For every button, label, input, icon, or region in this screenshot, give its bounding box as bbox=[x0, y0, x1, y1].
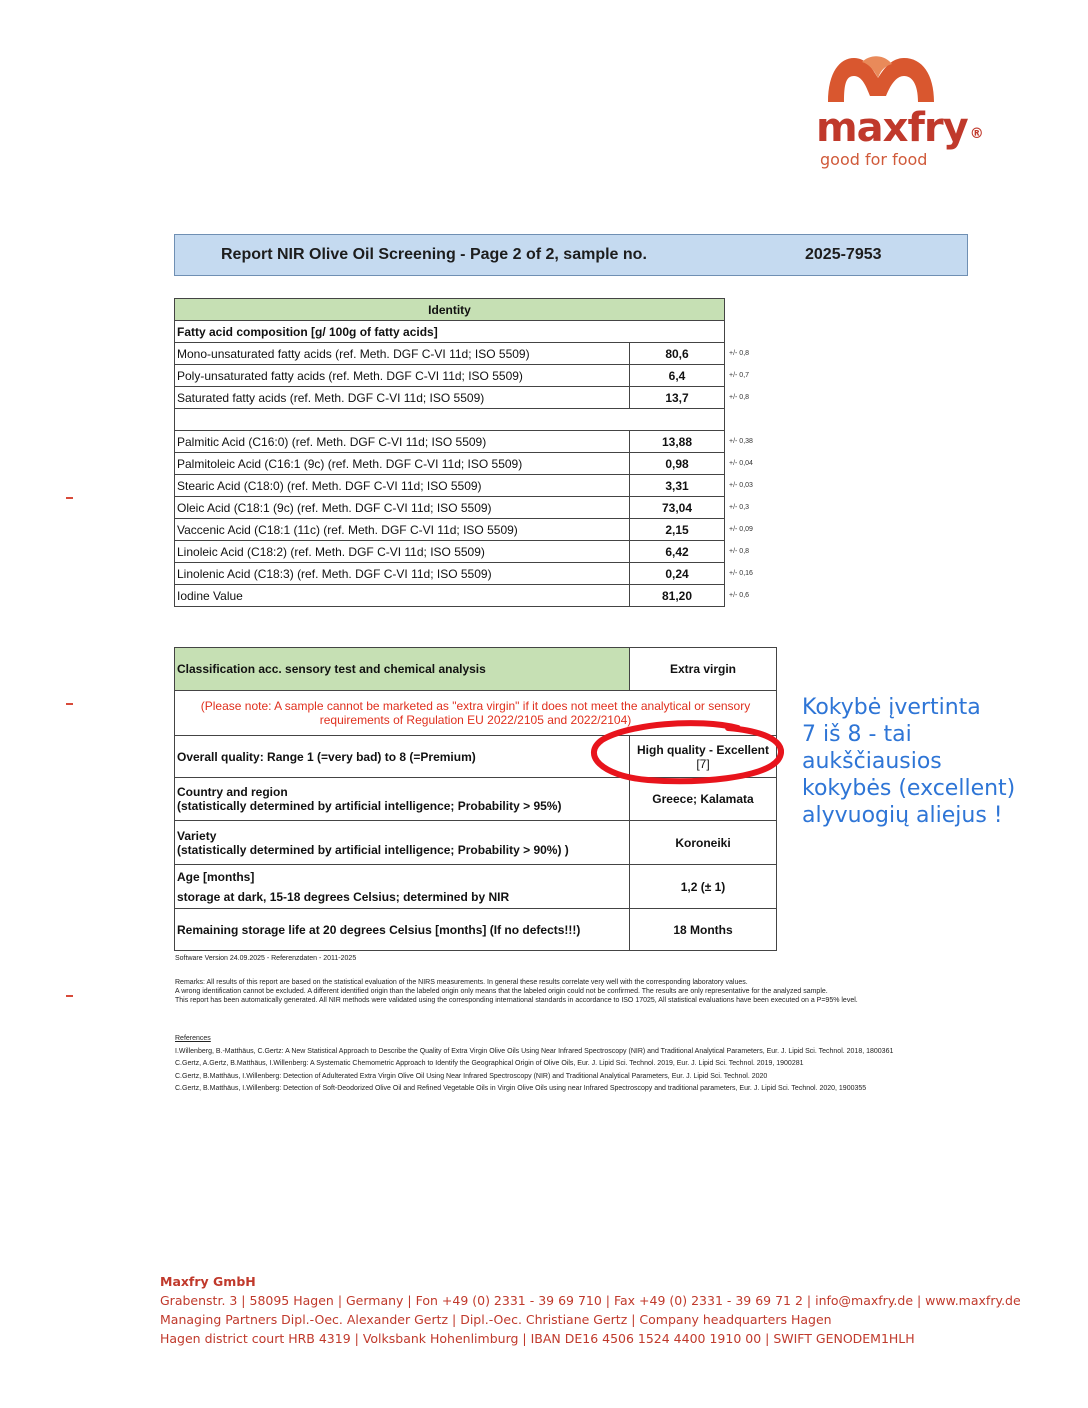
fatty-acid-label: Stearic Acid (C18:0) (ref. Meth. DGF C-VI 11d; ISO 5509) bbox=[175, 475, 630, 497]
fatty-acid-row bbox=[175, 563, 772, 585]
brand-tagline: good for food bbox=[820, 150, 928, 169]
country-label: Country and region (statistically determined by artificial intelligence; Probability > 95%) bbox=[175, 778, 630, 821]
fatty-acid-value: 6,42 bbox=[630, 541, 725, 563]
fatty-acid-row bbox=[175, 497, 772, 519]
footer-address: Grabenstr. 3 | 58095 Hagen | Germany | Fon +49 (0) 2331 - 39 69 710 | Fax +49 (0) 2331 - 39 69 71 2 | info@maxfry.de | www.maxfry.de bbox=[160, 1293, 1021, 1308]
footer bbox=[160, 1272, 1021, 1348]
margin-mark bbox=[66, 703, 73, 705]
age-row bbox=[175, 865, 777, 909]
fatty-acid-tolerance: +/- 0,6 bbox=[729, 592, 750, 599]
age-label: Age [months] storage at dark, 15-18 degrees Celsius; determined by NIR bbox=[175, 865, 630, 909]
fatty-acid-subheader-row bbox=[175, 321, 772, 343]
identity-header-row bbox=[175, 299, 772, 321]
quality-text: High quality - Excellent bbox=[636, 742, 770, 757]
fatty-acid-tolerance: +/- 0,03 bbox=[729, 482, 753, 489]
fatty-acid-value: 2,15 bbox=[630, 519, 725, 541]
fatty-acid-tolerance: +/- 0,8 bbox=[729, 548, 750, 555]
fatty-acid-tolerance: +/- 0,3 bbox=[729, 504, 750, 511]
fatty-acid-subheader: Fatty acid composition [g/ 100g of fatty acids] bbox=[175, 321, 725, 343]
fatty-acid-row bbox=[175, 365, 772, 387]
storage-value: 18 Months bbox=[630, 909, 777, 951]
fatty-acid-row bbox=[175, 585, 772, 607]
fatty-acid-label: Palmitic Acid (C16:0) (ref. Meth. DGF C-VI 11d; ISO 5509) bbox=[175, 431, 630, 453]
quality-score: [7] bbox=[696, 756, 710, 771]
highlight-circle bbox=[588, 720, 784, 786]
fatty-acid-value: 6,4 bbox=[630, 365, 725, 387]
fatty-acid-value: 81,20 bbox=[630, 585, 725, 607]
fatty-acid-label: Saturated fatty acids (ref. Meth. DGF C-VI 11d; ISO 5509) bbox=[175, 387, 630, 409]
fatty-acid-label: Mono-unsaturated fatty acids (ref. Meth. DGF C-VI 11d; ISO 5509) bbox=[175, 343, 630, 365]
fatty-acid-value: 13,88 bbox=[630, 431, 725, 453]
software-version: Software Version 24.09.2025 - Referenzdaten - 2011-2025 bbox=[175, 955, 357, 962]
classification-label: Classification acc. sensory test and chemical analysis bbox=[175, 648, 630, 691]
report-title-bar bbox=[174, 234, 968, 276]
fatty-acid-row bbox=[175, 475, 772, 497]
classification-value: Extra virgin bbox=[630, 648, 777, 691]
brand-name: maxfry ® bbox=[816, 105, 983, 151]
quality-label: Overall quality: Range 1 (=very bad) to 8 (=Premium) bbox=[175, 736, 630, 778]
storage-row bbox=[175, 909, 777, 951]
fatty-acid-value: 3,31 bbox=[630, 475, 725, 497]
margin-mark bbox=[66, 497, 73, 499]
classification-table bbox=[174, 647, 777, 951]
footer-partners: Managing Partners Dipl.-Oec. Alexander Gertz | Dipl.-Oec. Christiane Gertz | Company headquarters Hagen bbox=[160, 1312, 832, 1327]
fatty-acid-row bbox=[175, 541, 772, 563]
fatty-acid-label: Iodine Value bbox=[175, 585, 630, 607]
variety-label: Variety (statistically determined by artificial intelligence; Probability > 90%) ) bbox=[175, 821, 630, 865]
handwritten-annotation: Kokybė įvertinta 7 iš 8 - tai aukščiausios kokybės (excellent) alyvuogių aliejus ! bbox=[802, 695, 1016, 828]
references bbox=[175, 1034, 975, 1097]
fatty-acid-label: Linoleic Acid (C18:2) (ref. Meth. DGF C-VI 11d; ISO 5509) bbox=[175, 541, 630, 563]
fatty-acid-tolerance: +/- 0,7 bbox=[729, 372, 750, 379]
fatty-acid-tolerance: +/- 0,38 bbox=[729, 438, 753, 445]
references-heading: References bbox=[175, 1035, 211, 1042]
reference-item: C.Gertz, A.Gertz, B.Matthäus, I.Willenberg: A Systematic Chemometric Approach to Identify the Geographical Origin of Olive Oils, Eur. J. Lipid Sci. Technol. 2019, Eur. J. Lipid Sci. Technol. 2019, 1900281 bbox=[175, 1060, 804, 1068]
footer-bank: Hagen district court HRB 4319 | Volksbank Hohenlimburg | IBAN DE16 4506 1524 4400 1910 00 | SWIFT GENODEM1HLH bbox=[160, 1331, 915, 1346]
fatty-acid-label: Palmitoleic Acid (C16:1 (9c) (ref. Meth. DGF C-VI 11d; ISO 5509) bbox=[175, 453, 630, 475]
age-value: 1,2 (± 1) bbox=[630, 865, 777, 909]
fatty-acid-row bbox=[175, 387, 772, 409]
variety-row bbox=[175, 821, 777, 865]
fatty-acid-tolerance: +/- 0,04 bbox=[729, 460, 753, 467]
fatty-acid-value: 73,04 bbox=[630, 497, 725, 519]
storage-label: Remaining storage life at 20 degrees Celsius [months] (If no defects!!!) bbox=[175, 909, 630, 951]
reference-item: I.Willenberg, B.-Matthäus, C.Gertz: A New Statistical Approach to Describe the Quality of Extra Virgin Olive Oils Using Near Infrared Spectroscopy (NIR) and Traditional Analytical Parameters, Eur. J. Lipid Sci. Technol. 2018, 1800361 bbox=[175, 1047, 894, 1055]
variety-value: Koroneiki bbox=[630, 821, 777, 865]
fatty-acid-value: 0,24 bbox=[630, 563, 725, 585]
fatty-acid-value: 0,98 bbox=[630, 453, 725, 475]
footer-company: Maxfry GmbH bbox=[160, 1274, 256, 1289]
fatty-acid-row bbox=[175, 343, 772, 365]
fatty-acid-tolerance: +/- 0,8 bbox=[729, 394, 750, 401]
sample-number: 2025-7953 bbox=[805, 246, 882, 263]
identity-header: Identity bbox=[175, 299, 725, 321]
fatty-acid-tolerance: +/- 0,8 bbox=[729, 350, 750, 357]
reference-item: C.Gertz, B.Matthäus, I.Willenberg: Detection of Soft-Deodorized Olive Oil and Refined Vegetable Oils in Virgin Olive Oils using near Infrared Spectroscopy and traditional parameters, Eur. J. Lipid Sci. Technol. 2020, 1900355 bbox=[175, 1085, 867, 1093]
fatty-acid-value: 13,7 bbox=[630, 387, 725, 409]
reference-item: C.Gertz, B.Matthäus, I.Willenberg: Detection of Adulterated Extra Virgin Olive Oil Using Near Infrared Spectroscopy (NIR) and Traditional Analytical Parameters, Eur. J. Lipid Sci. Technol. 2020 bbox=[175, 1072, 768, 1080]
remarks: Remarks: All results of this report are based on the statistical evaluation of the NIRS measurements. In general these results correlate very well with the corresponding laboratory values. A wrong identification cannot be excluded. A different identified origin than the labeled origin only means that the labeled origin could not be confirmed. The results are only representative for the analyzed sample. This report has been automatically generated. All NIR methods were validated using the corresponding international standards in accordance to ISO 17025, All statistical evaluations have been executed on a P=95% level. bbox=[175, 979, 858, 1004]
classification-row bbox=[175, 648, 777, 691]
fatty-acid-row bbox=[175, 453, 772, 475]
fatty-acid-value: 80,6 bbox=[630, 343, 725, 365]
fatty-acid-label: Linolenic Acid (C18:3) (ref. Meth. DGF C-VI 11d; ISO 5509) bbox=[175, 563, 630, 585]
fatty-acid-row bbox=[175, 519, 772, 541]
fatty-acid-tolerance: +/- 0,09 bbox=[729, 526, 753, 533]
report-title: Report NIR Olive Oil Screening - Page 2 of 2, sample no. bbox=[221, 246, 647, 263]
spacer-row bbox=[175, 409, 772, 431]
maxfry-logo-icon bbox=[822, 52, 942, 108]
fatty-acid-row bbox=[175, 431, 772, 453]
margin-mark bbox=[66, 995, 73, 997]
identity-table bbox=[174, 298, 772, 607]
note-line-2: requirements of Regulation EU 2022/2105 and 2022/2104) bbox=[319, 713, 632, 727]
fatty-acid-label: Vaccenic Acid (C18:1 (11c) (ref. Meth. DGF C-VI 11d; ISO 5509) bbox=[175, 519, 630, 541]
fatty-acid-label: Poly-unsaturated fatty acids (ref. Meth. DGF C-VI 11d; ISO 5509) bbox=[175, 365, 630, 387]
fatty-acid-label: Oleic Acid (C18:1 (9c) (ref. Meth. DGF C-VI 11d; ISO 5509) bbox=[175, 497, 630, 519]
country-value: Greece; Kalamata bbox=[630, 778, 777, 821]
fatty-acid-tolerance: +/- 0,16 bbox=[729, 570, 753, 577]
note-line-1: (Please note: A sample cannot be marketed as "extra virgin" if it does not meet the analytical or sensory bbox=[200, 699, 751, 713]
